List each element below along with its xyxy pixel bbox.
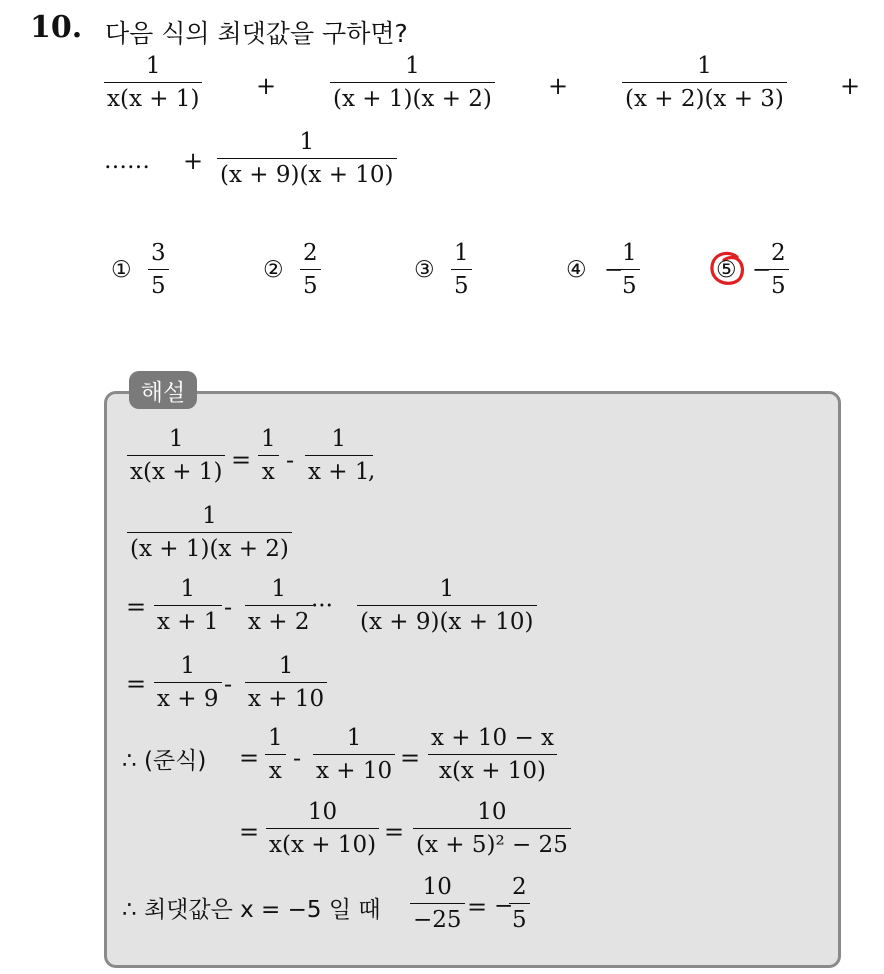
solution-fraction [154,578,222,634]
equals-sign: = [384,818,405,846]
denominator: (x + 9)(x + 10) [360,609,534,635]
numerator: 1 [145,53,161,79]
equals-sign: = [239,744,260,772]
minus-sign: − [752,257,772,283]
denominator: 5 [771,273,786,299]
numerator: 1 [331,426,347,452]
numerator: 1 [346,725,362,751]
denominator: 5 [512,907,527,933]
minus-sign: - [286,446,295,474]
denominator: x + 10 [248,686,325,712]
ellipsis: ··· [311,593,333,619]
choice-5-mark[interactable]: ⑤ [716,257,737,283]
choice-1-fraction [148,242,169,298]
numerator: 1 [180,653,196,679]
comma: , [368,458,376,484]
equals-sign: = [467,893,488,921]
solution-fraction [245,578,313,634]
denominator: x + 2 [248,609,310,635]
question-number: 10. [30,10,83,45]
minus-sign: − [494,893,514,919]
numerator: 2 [512,874,527,900]
numerator: 1 [697,53,712,79]
denominator: x(x + 10) [269,832,377,858]
maximum-conclusion-label: ∴ 최댓값은 x = −5 일 때 [122,897,381,923]
choice-3-fraction [451,242,472,298]
denominator: x(x + 10) [438,758,547,784]
denominator: (x + 1)(x + 2) [130,536,289,562]
denominator: x(x + 1) [107,86,200,112]
numerator: 1 [180,576,196,602]
plus-sign: + [256,72,277,100]
term-fraction [622,55,787,111]
numerator: 1 [168,426,184,452]
solution-fraction [127,505,292,561]
denominator: x + 1 [157,609,219,635]
numerator: 10 [477,799,507,825]
solution-fraction [357,578,537,634]
numerator: 3 [151,240,166,266]
denominator: 5 [151,273,166,299]
solution-fraction [127,428,225,484]
numerator: 1 [622,240,637,266]
numerator: 2 [771,240,786,266]
denominator: x + 1 [308,459,370,485]
solution-fraction [413,801,571,857]
numerator: 1 [439,576,455,602]
choice-2-mark[interactable]: ② [263,257,284,283]
denominator: (x + 1)(x + 2) [333,86,492,112]
denominator: 5 [303,273,318,299]
choice-5-fraction [768,242,789,298]
denominator: x(x + 1) [130,459,223,485]
numerator: 1 [202,503,217,529]
minus-sign: - [224,593,233,621]
numerator: 10 [422,874,452,900]
choice-4-fraction [619,242,640,298]
minus-sign: - [293,744,302,772]
solution-fraction [245,655,327,711]
numerator: 1 [271,576,287,602]
equals-sign: = [126,593,147,621]
denominator: x + 10 [316,758,393,784]
denominator: (x + 5)² − 25 [416,832,568,858]
solution-fraction [313,727,395,783]
equals-sign: = [400,744,421,772]
numerator: 1 [278,653,294,679]
minus-sign: − [604,257,624,283]
solution-tag: 해설 [129,371,197,409]
solution-fraction [428,727,557,783]
choice-4-mark[interactable]: ④ [566,257,587,283]
numerator: 1 [405,53,420,79]
denominator: −25 [413,907,462,933]
question-text: 다음 식의 최댓값을 구하면? [105,19,408,48]
therefore-expression-label: ∴ (준식) [122,748,207,774]
denominator: (x + 9)(x + 10) [220,162,394,188]
solution-fraction [305,426,376,485]
numerator: x + 10 − x [431,725,554,751]
choice-2-fraction [300,242,321,298]
equals-sign: = [126,670,147,698]
choice-3-mark[interactable]: ③ [414,257,435,283]
denominator: x [261,459,275,485]
choice-1-mark[interactable]: ① [111,257,132,283]
equals-sign: = [231,446,252,474]
numerator: 1 [261,426,276,452]
numerator: 1 [299,129,315,155]
plus-sign: + [840,72,861,100]
ellipsis: …… [104,148,150,174]
minus-sign: - [224,670,233,698]
numerator: 10 [307,799,338,825]
solution-fraction [509,876,530,932]
solution-fraction [265,727,286,783]
numerator: 1 [268,725,283,751]
term-fraction [330,55,495,111]
term-fraction [104,55,202,111]
numerator: 1 [454,240,469,266]
solution-fraction [258,428,279,484]
denominator: 5 [622,273,637,299]
denominator: x [268,758,282,784]
denominator: (x + 2)(x + 3) [625,86,784,112]
solution-fraction [410,876,465,932]
plus-sign: + [183,147,204,175]
term-fraction [217,131,397,187]
denominator: 5 [454,273,469,299]
numerator: 2 [303,240,318,266]
solution-fraction [154,655,222,711]
solution-fraction [266,801,379,857]
plus-sign: + [548,72,569,100]
denominator: x + 9 [157,686,219,712]
equals-sign: = [239,818,260,846]
